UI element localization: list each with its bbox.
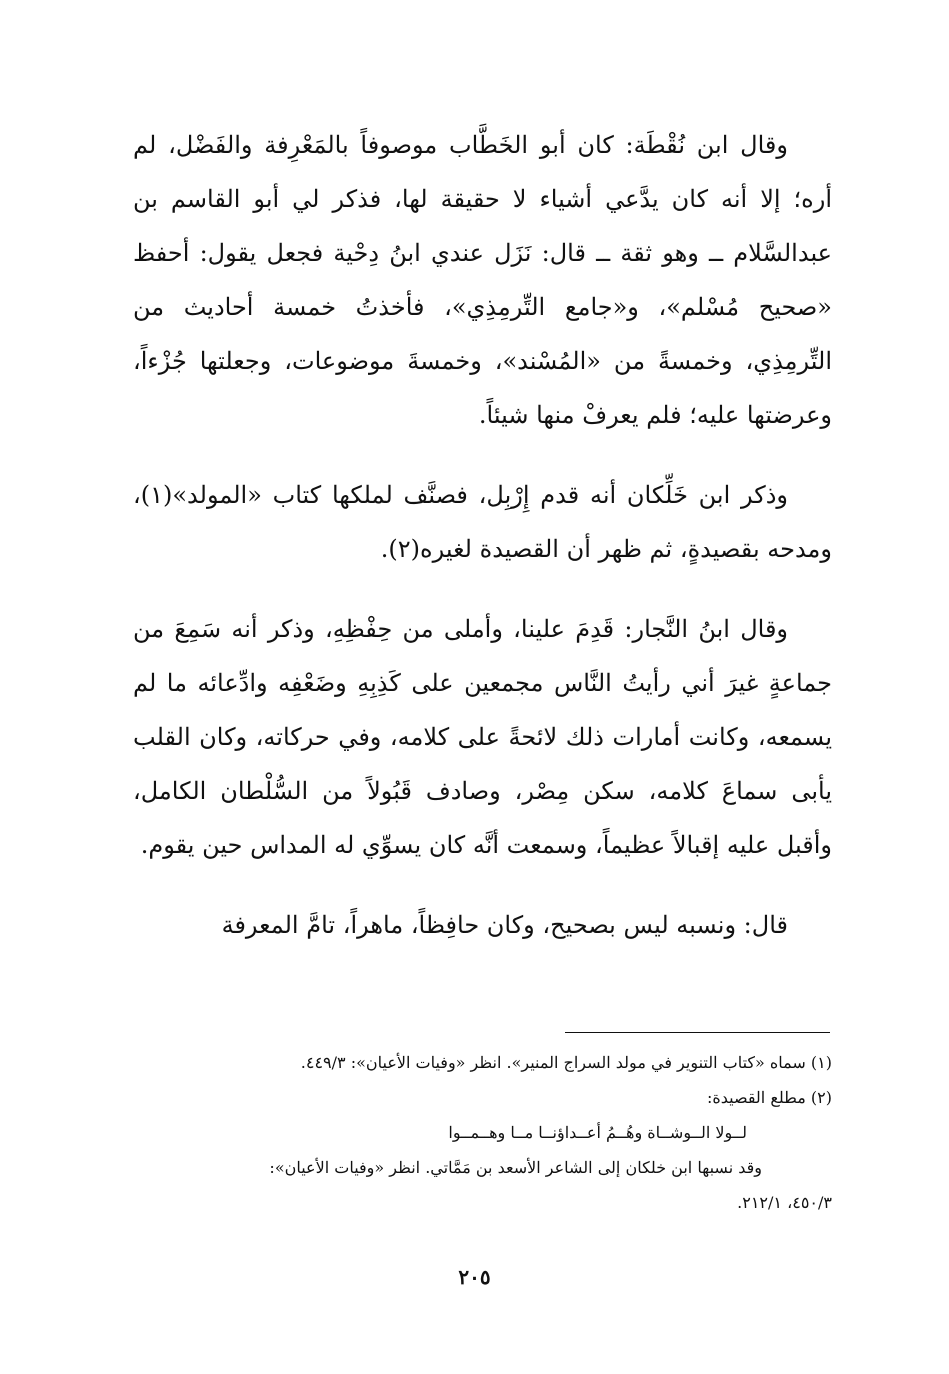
footnote-divider [565, 1032, 830, 1033]
footnote-1: (١) سماه «كتاب التنوير في مولد السراج المنير». انظر «وفيات الأعيان»: ٤٤٩/٣. [300, 1053, 832, 1072]
paragraph-3: وقال ابنُ النَّجار: قَدِمَ علينا، وأملى من حِفْظِهِ، وذكر أنه سَمِعَ من جماعةٍ غيرَ أني رأيتُ النَّاس مجمعين على كَذِبِهِ وضَعْفِه وادِّعائه ما لم يسمعه، وكانت أمارات ذلك لائحةً على كلامه، وفي حركاته، وكان القلب يأبى سماعَ كلامه، سكن مِصْر، وصادف قَبُولاً من السُّلْطان الكامل، وأقبل عليه إقبالاً عظيماً، وسمعت أنَّه كان يسوِّي له المداس حين يقوم. [133, 615, 832, 859]
footnote-2-text: وقد نسبها ابن خلكان إلى الشاعر الأسعد بن مَمَّاتي. انظر «وفيات الأعيان»: [269, 1158, 762, 1177]
paragraph-4: قال: ونسبه ليس بصحيح، وكان حافِظاً، ماهراً، تامَّ المعرفة [221, 911, 788, 939]
footnotes [160, 1045, 832, 1220]
page-number: ٢٠٥ [458, 1265, 491, 1289]
footnote-2-verse: لــولا الــوشــاة وهُــمُ أعــداؤنــا مــا وهــمــوا [448, 1123, 747, 1142]
footnote-2-label: (٢) مطلع القصيدة: [706, 1088, 832, 1107]
main-text [133, 118, 832, 952]
footnote-2-references: ٤٥٠/٣، ٢١٢/١. [737, 1193, 832, 1212]
paragraph-2: وذكر ابن خَلِّكان أنه قدم إِرْبِل، فصنَّف لملكها كتاب «المولد»(١)، ومدحه بقصيدةٍ، ثم ظهر أن القصيدة لغيره(٢). [133, 481, 832, 563]
paragraph-1: وقال ابن نُقْطَة: كان أبو الخَطَّاب موصوفاً بالمَعْرِفة والفَضْل، لم أره؛ إلا أنه كان يدَّعي أشياء لا حقيقة لها، فذكر لي أبو القاسم بن عبدالسَّلام ــ وهو ثقة ــ قال: نَزَل عندي ابنُ دِحْية فجعل يقول: أحفظ «صحيح مُسْلم»، و«جامع التِّرمِذِي»، فأخذتُ خمسة أحاديث من التِّرمِذِي، وخمسةً من «المُسْند»، وخمسةَ موضوعات، وجعلتها جُزْءاً، وعرضتها عليه؛ فلم يعرفْ منها شيئاً. [133, 131, 832, 429]
